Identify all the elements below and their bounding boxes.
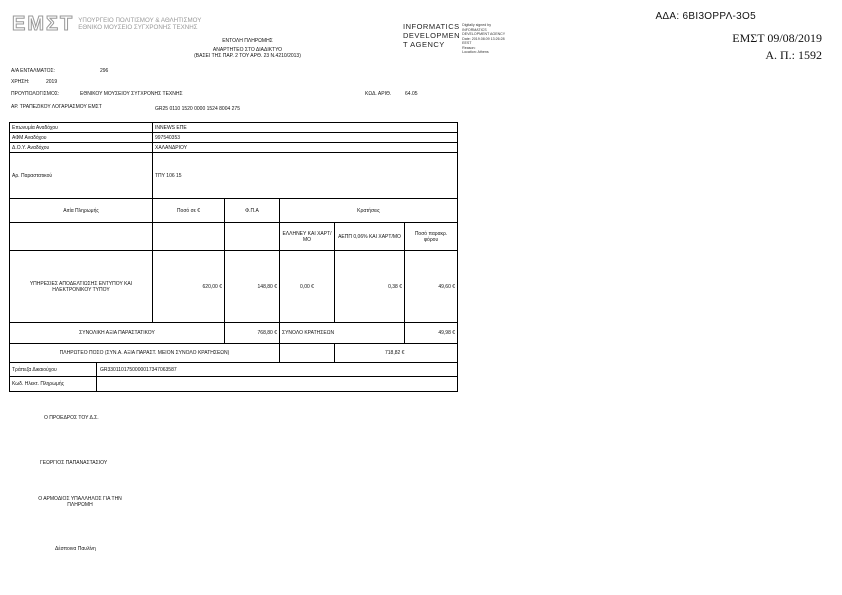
officer-name: Δέσποινα Παυλίνη	[55, 546, 96, 552]
logo-mark: ΕΜΣΤ	[12, 13, 75, 35]
emst-logo	[12, 14, 201, 34]
sig-line-1: INFORMATICS	[403, 22, 460, 31]
code-value: 64.05	[405, 91, 418, 97]
title-line-1: ΕΝΤΟΛΗ ΠΛΗΡΩΜΗΣ	[222, 38, 273, 44]
table-row	[10, 323, 458, 344]
year-label: ΧΡΗΣΗ:	[11, 79, 30, 85]
afm-label: ΑΦΜ Αναδόχου	[10, 133, 153, 143]
total-doc-value: 768,80 €	[225, 323, 280, 344]
deduction-3: 49,60 €	[405, 251, 458, 323]
total-deductions-value: 49,98 €	[405, 323, 458, 344]
header-reason: Αιτία Πληρωμής	[10, 199, 153, 223]
payable-value: 718,82 €	[335, 344, 458, 363]
aa-label: Α/Α ΕΝΤΑΛΜΑΤΟΣ:	[11, 68, 55, 74]
sig-line-3: T AGENCY	[403, 40, 445, 49]
officer-title	[20, 496, 140, 508]
beneficiary-label: Επωνυμία Αναδόχου	[10, 123, 153, 133]
logo-text	[78, 17, 201, 31]
subheader-deduction-2: ΑΕΠΠ 0,06% ΚΑΙ ΧΑΡΤ/ΜΟ	[335, 223, 405, 251]
header-amount: Ποσό σε €	[153, 199, 225, 223]
budget-label: ΠΡΟΥΠΟΛΟΓΙΣΜΟΣ:	[11, 91, 60, 97]
logo-line-2: ΕΘΝΙΚΟ ΜΟΥΣΕΙΟ ΣΥΓΧΡΟΝΗΣ ΤΕΧΝΗΣ	[78, 24, 198, 31]
title-line-3: (ΒΑΣΕΙ ΤΗΣ ΠΑΡ. 2 ΤΟΥ ΑΡΘ. 23 Ν.4210/2013)	[194, 53, 301, 59]
payment-reason: ΥΠΗΡΕΣΙΕΣ ΑΠΟΔΕΛΤΙΩΣΗΣ ΕΝΤΥΠΟΥ ΚΑΙ ΗΛΕΚΤΡΟΝΙΚΟΥ ΤΥΠΟΥ	[10, 251, 153, 323]
logo-line-1: ΥΠΟΥΡΓΕΙΟ ΠΟΛΙΤΙΣΜΟΥ & ΑΘΛΗΤΙΣΜΟΥ	[78, 17, 202, 24]
doc-label: Αρ. Παραστατικού	[10, 153, 153, 199]
table-header-row	[10, 199, 458, 223]
title-line-2: ΑΝΑΡΤΗΤΕΟ ΣΤΟ ΔΙΑΔΙΚΤΥΟ	[212, 47, 283, 53]
table-row	[10, 143, 458, 153]
table-row	[10, 133, 458, 143]
sig-details: Digitally signed by INFORMATICS DEVELOPMENT AGENCY Date: 2019.08.09 13:26:28 EEST Reason: Location: Athens	[462, 23, 506, 54]
table-row	[10, 251, 458, 323]
bank-account-label: ΑΡ. ΤΡΑΠΕΖΙΚΟΥ ΛΟΓΑΡΙΑΣΜΟΥ ΕΜΣΤ	[11, 104, 102, 110]
aa-value: 296	[100, 68, 109, 74]
doy-value: ΧΑΛΑΝΔΡΙΟΥ	[153, 143, 458, 153]
year-value: 2019	[46, 79, 58, 85]
budget-value: ΕΘΝΙΚΟΥ ΜΟΥΣΕΙΟΥ ΣΥΓΧΡΟΝΗΣ ΤΕΧΝΗΣ	[80, 91, 183, 97]
table-row	[10, 363, 458, 377]
header-vat: Φ.Π.Α	[225, 199, 280, 223]
epay-code-label: Κωδ. Ηλεκτ. Πληρωμής	[10, 377, 97, 391]
payment-vat: 148,80 €	[225, 251, 280, 323]
total-doc-label: ΣΥΝΟΛΙΚΗ ΑΞΙΑ ΠΑΡΑΣΤΑΤΙΚΟΥ	[10, 323, 225, 344]
protocol-date: ΕΜΣΤ 09/08/2019	[732, 31, 822, 45]
beneficiary-bank-label: Τράπεζα Δικαιούχου	[10, 363, 97, 376]
deduction-1: 0,00 €	[280, 251, 335, 323]
table-row	[10, 153, 458, 199]
doc-value: ΤΠΥ 106 15	[153, 153, 458, 199]
doy-label: Δ.Ο.Υ. Αναδόχου	[10, 143, 153, 153]
beneficiary-bank-value: GR3301101750000017347063587	[100, 366, 177, 373]
payment-table	[9, 122, 458, 392]
table-row	[10, 344, 458, 363]
president-title: Ο ΠΡΟΕΔΡΟΣ ΤΟΥ Δ.Σ.	[44, 415, 99, 421]
code-label: ΚΩΔ. ΑΡΙΘ.	[365, 91, 392, 97]
header-deductions: Κρατήσεις	[280, 199, 458, 223]
bank-account-value: GR25 0110 1520 0000 1524 8004 275	[155, 106, 240, 112]
protocol-number: Α. Π.: 1592	[765, 48, 822, 62]
table-row	[10, 377, 458, 392]
payment-amount: 620,00 €	[153, 251, 225, 323]
subheader-deduction-1: ΕΛΛΗΝΕΥ ΚΑΙ ΧΑΡΤ/ΜΟ	[280, 223, 335, 251]
deduction-2: 0,38 €	[335, 251, 405, 323]
afm-value: 997540353	[153, 133, 458, 143]
president-name: ΓΕΩΡΓΙΟΣ ΠΑΠΑΝΑΣΤΑΣΙΟΥ	[40, 460, 108, 466]
table-row	[10, 123, 458, 133]
ada-code: ΑΔΑ: 6ΒΙ3ΟΡΡΛ-3Ο5	[655, 11, 756, 22]
document-title	[150, 38, 345, 59]
digital-signature	[403, 22, 505, 55]
sig-line-2: DEVELOPMEN	[403, 31, 461, 40]
subheader-deduction-3: Ποσό παρακρ. φόρου	[405, 223, 458, 251]
beneficiary-value: INNEWS ΕΠΕ	[153, 123, 458, 133]
officer-title-line-1: Ο ΑΡΜΟΔΙΟΣ ΥΠΑΛΛΗΛΟΣ ΓΙΑ ΤΗΝ	[38, 496, 122, 502]
total-deductions-label: ΣΥΝΟΛΟ ΚΡΑΤΗΣΕΩΝ	[280, 323, 405, 344]
payable-label: ΠΛΗΡΩΤΕΟ ΠΟΣΟ (ΣΥΝ.Α. ΑΞΙΑ ΠΑΡΑΣΤ. ΜΕΙΟΝ ΣΥΝΟΛΟ ΚΡΑΤΗΣΕΩΝ)	[10, 344, 280, 363]
table-subheader-row	[10, 223, 458, 251]
officer-title-line-2: ΠΛΗΡΩΜΗ	[67, 502, 93, 508]
